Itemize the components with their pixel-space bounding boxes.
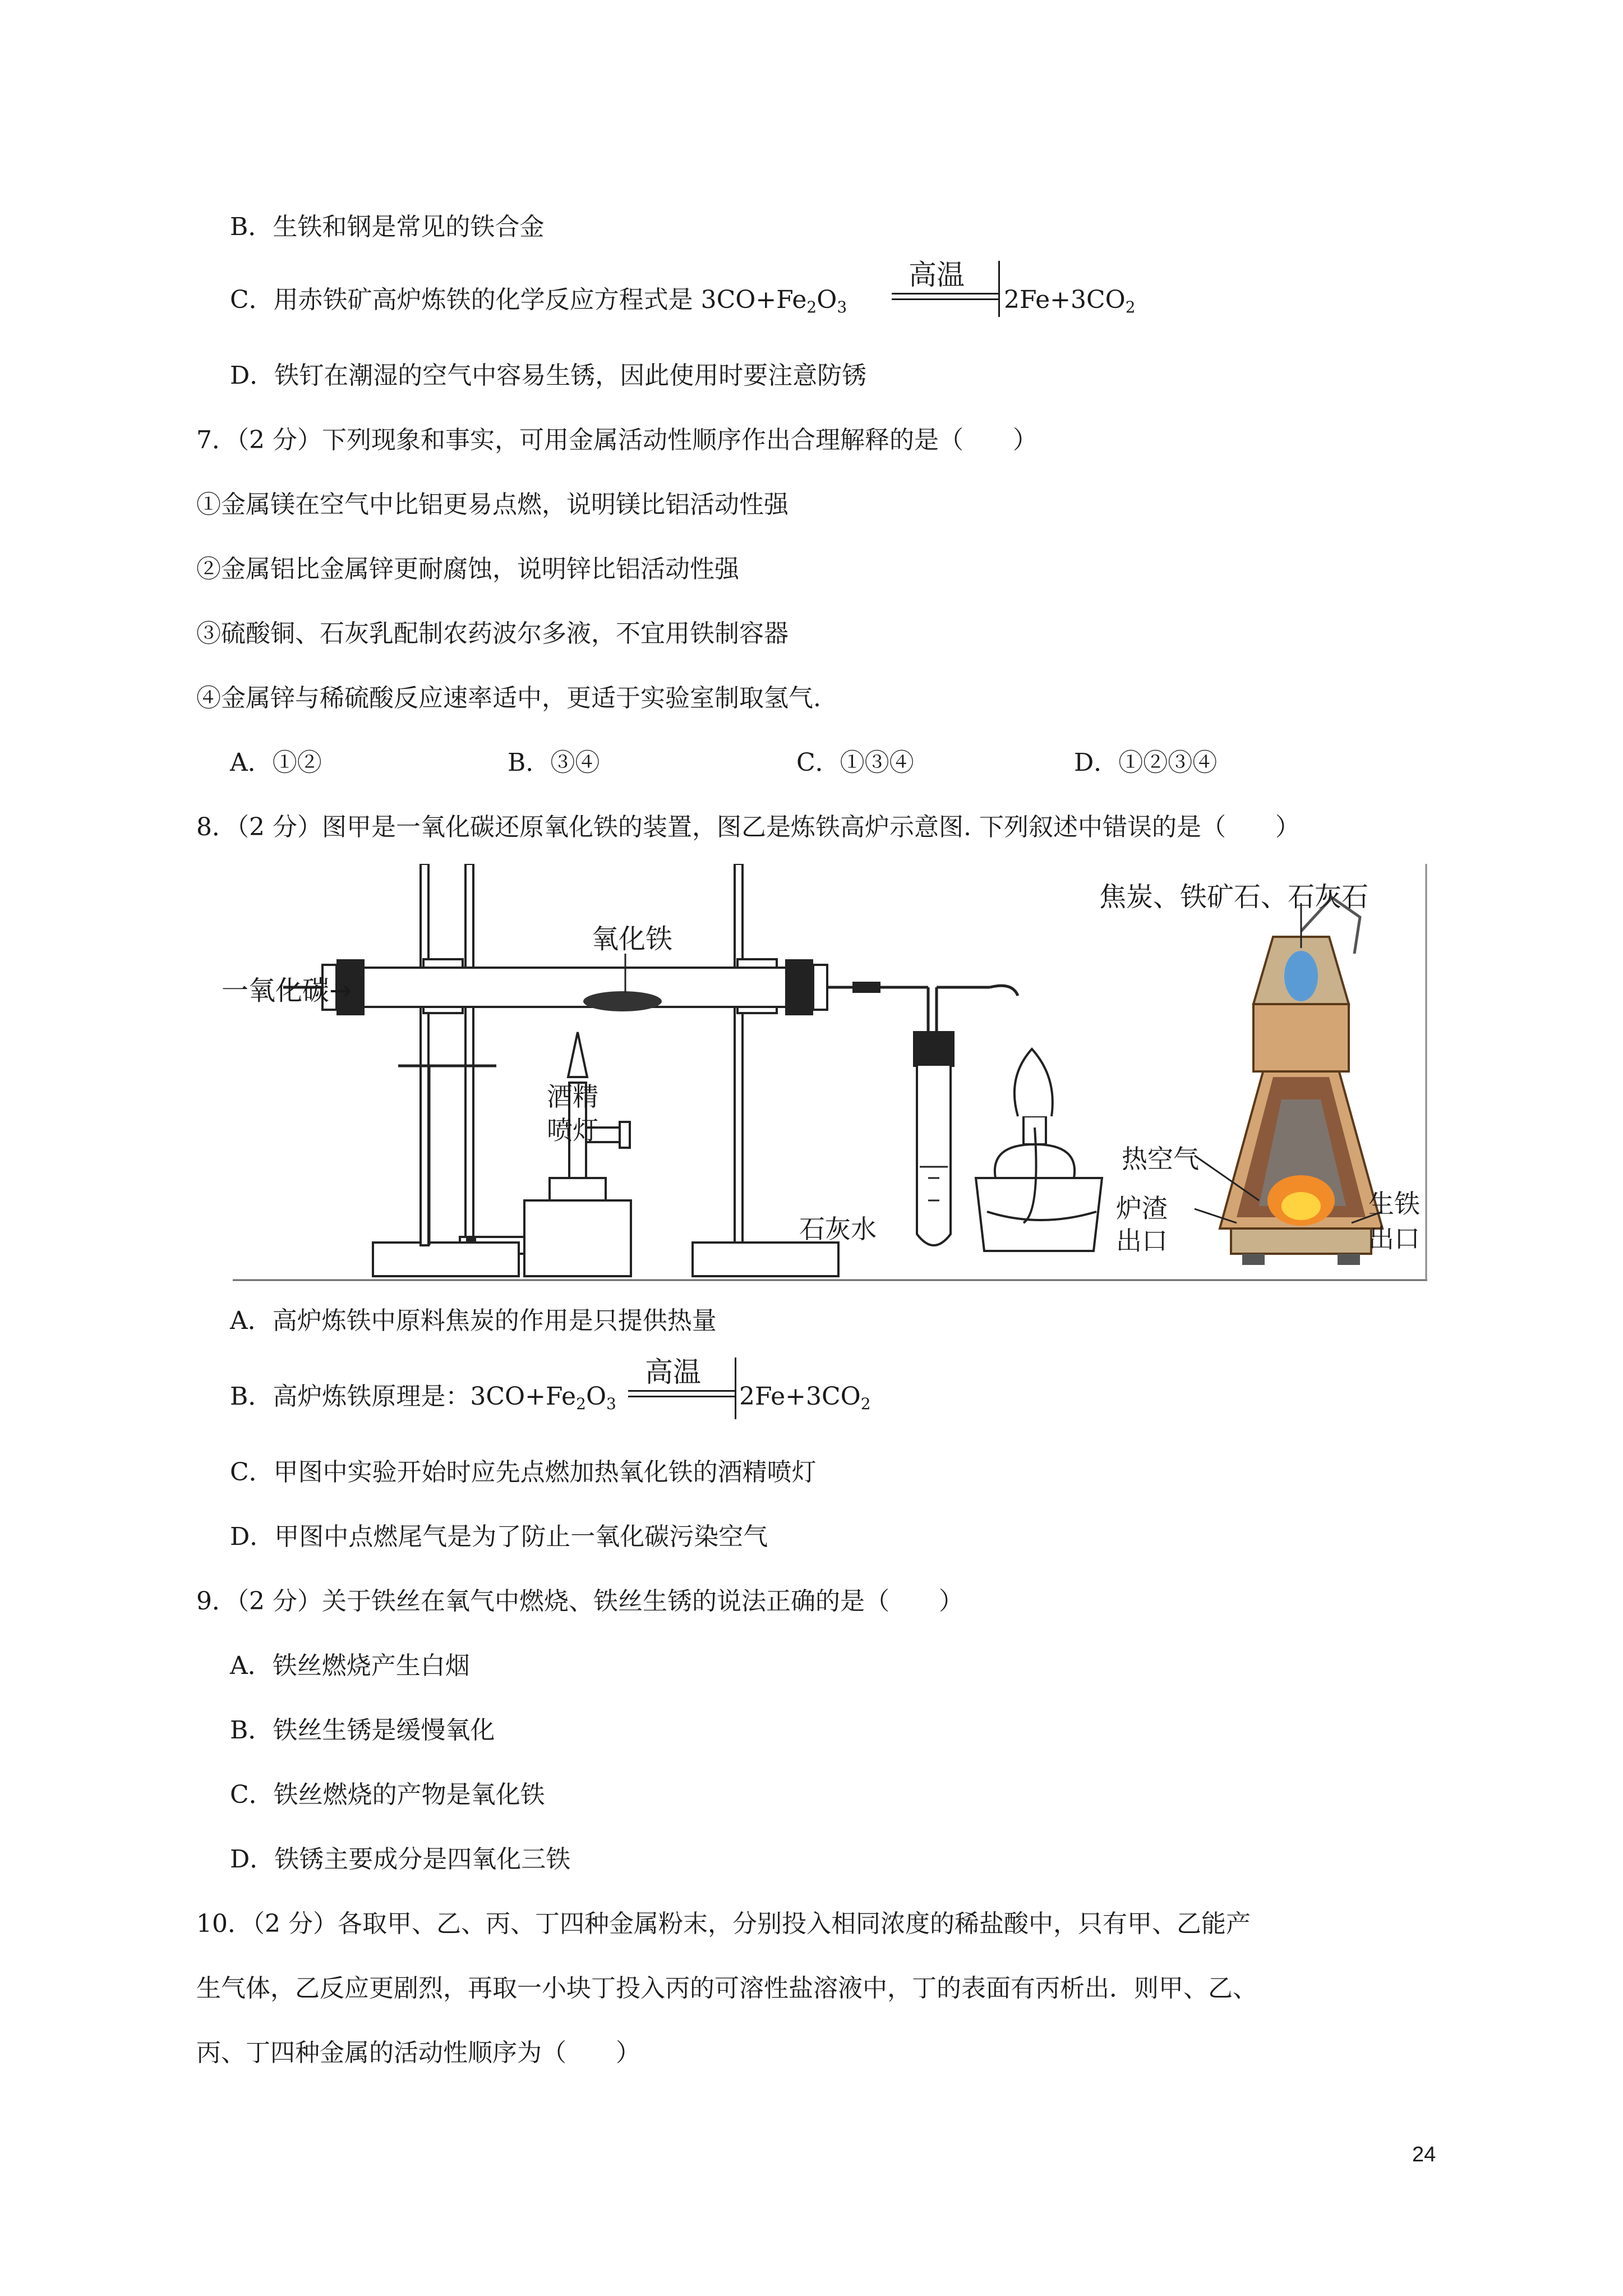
q8-reaction-condition: 高温 <box>645 1356 701 1388</box>
q8-figure <box>222 864 1427 1285</box>
raw-materials-label: 焦炭、铁矿石、石灰石 <box>1099 881 1369 913</box>
q7-statement-4: ④金属锌与稀硫酸反应速率适中，更适于实验室制取氢气. <box>196 684 821 712</box>
q6-reaction-condition: 高温 <box>909 259 965 291</box>
q7-statement-2: ②金属铝比金属锌更耐腐蚀，说明锌比铝活动性强 <box>196 555 739 583</box>
q10-stem-line-2: 生气体，乙反应更剧烈，再取一小块丁投入丙的可溶性盐溶液中，丁的表面有丙析出．则甲、乙、 <box>196 1974 1257 2003</box>
q9-option-c: C．铁丝燃烧的产物是氧化铁 <box>230 1780 545 1809</box>
q10-stem-line-3: 丙、丁四种金属的活动性顺序为（ ） <box>196 2039 640 2067</box>
alcohol-blast-lamp <box>524 1032 631 1276</box>
q8-equals-line-bottom <box>628 1396 735 1397</box>
q7-stem: 7．（2 分）下列现象和事实，可用金属活动性顺序作出合理解释的是（ ） <box>196 426 1038 454</box>
q9-stem: 9．（2 分）关于铁丝在氧气中燃烧、铁丝生锈的说法正确的是（ ） <box>196 1587 963 1616</box>
hot-air-label: 热空气 <box>1122 1144 1199 1174</box>
q7-statement-1: ①金属镁在空气中比铝更易点燃，说明镁比铝活动性强 <box>196 490 789 519</box>
q7-option-d: D．①②③④ <box>1074 748 1218 777</box>
page-number: 24 <box>1412 2143 1436 2166</box>
q6-equation-bar <box>998 261 1000 317</box>
q8-option-b: B．高炉炼铁原理是：$3CO+Fe_2O_3$ <box>230 1382 616 1413</box>
q6-option-d: D．铁钉在潮湿的空气中容易生锈，因此使用时要注意防锈 <box>230 361 867 390</box>
q8-stem: 8．（2 分）图甲是一氧化碳还原氧化铁的装置，图乙是炼铁高炉示意图. 下列叙述中错误的是（ ） <box>196 813 1300 841</box>
q6-option-c-text: C．用赤铁矿高炉炼铁的化学反应方程式是 3CO+Fe <box>230 286 807 314</box>
limewater-label: 石灰水 <box>799 1214 877 1244</box>
q8-option-d: D．甲图中点燃尾气是为了防止一氧化碳污染空气 <box>230 1522 768 1551</box>
q7-option-b: B．③④ <box>508 748 600 777</box>
q7-option-a: A．①② <box>230 748 322 777</box>
q8-option-c: C．甲图中实验开始时应先点燃加热氧化铁的酒精喷灯 <box>230 1458 817 1487</box>
q8-option-b-product: $2Fe+3CO_2$ <box>739 1382 871 1413</box>
q8-equals-line-top <box>628 1390 735 1392</box>
q8-equation-bar <box>735 1358 736 1419</box>
test-tube <box>914 1032 953 1245</box>
pig-iron-outlet-label: 生铁 出口 <box>1368 1189 1420 1254</box>
q6-option-b: B．生铁和钢是常见的铁合金 <box>230 213 545 241</box>
q6-option-c: C．用赤铁矿高炉炼铁的化学反应方程式是 $3CO+Fe_2O_3$ <box>230 286 847 316</box>
iron-oxide-label: 氧化铁 <box>592 923 673 955</box>
q9-option-b: B．铁丝生锈是缓慢氧化 <box>230 1716 495 1745</box>
slag-outlet-label: 炉渣 出口 <box>1116 1193 1168 1256</box>
q9-option-d: D．铁锈主要成分是四氧化三铁 <box>230 1845 571 1874</box>
co-label: 一氧化碳→ <box>222 975 352 1006</box>
blast-furnace <box>1195 898 1382 1265</box>
q7-option-c: C．①③④ <box>796 748 914 777</box>
blast-lamp-label-1: 酒精 <box>547 1082 598 1112</box>
q6-equals-line-bottom <box>892 298 998 300</box>
q6-option-c-product: $2Fe+3CO_2$ <box>1004 286 1136 316</box>
q6-equals-line-top <box>892 293 998 295</box>
q8-option-a: A．高炉炼铁中原料焦炭的作用是只提供热量 <box>230 1306 717 1335</box>
left-iron-stand <box>460 864 533 1254</box>
q7-statement-3: ③硫酸铜、石灰乳配制农药波尔多液，不宜用铁制容器 <box>196 619 789 648</box>
q10-stem-line-1: 10．（2 分）各取甲、乙、丙、丁四种金属粉末，分别投入相同浓度的稀盐酸中，只有甲、乙能产 <box>196 1910 1251 1938</box>
q9-option-a: A．铁丝燃烧产生白烟 <box>230 1651 470 1680</box>
blast-lamp-label-2: 喷灯 <box>547 1115 598 1145</box>
arrow-right-icon: → <box>329 975 352 1006</box>
alcohol-lamp <box>976 1049 1102 1251</box>
